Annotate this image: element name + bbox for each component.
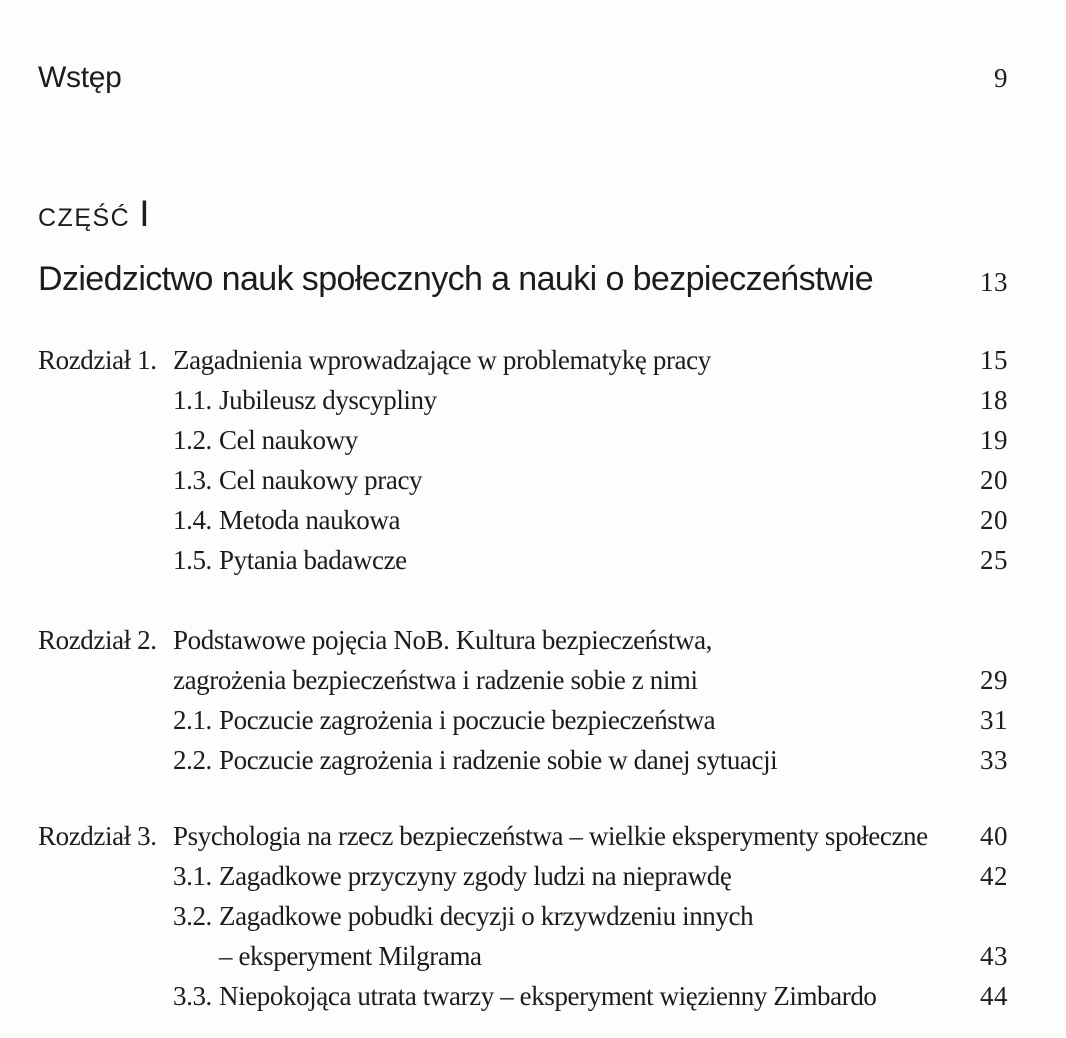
toc-entry-section-2-2 (173, 740, 1008, 780)
toc-entry-chapter-3 (38, 816, 1008, 856)
section-number: 3.3. (173, 981, 212, 1011)
toc-entry-section-3-3 (173, 976, 1008, 1016)
page-number: 20 (980, 465, 1008, 495)
toc-entry-chapter-1 (38, 340, 1008, 380)
page-number: 15 (980, 345, 1008, 375)
section-title: Cel naukowy pracy (219, 465, 423, 495)
toc-entry-part (38, 256, 1008, 302)
chapter-label: Rozdział 1. (38, 345, 157, 375)
section-number: 1.5. (173, 545, 212, 575)
chapter-title-line: Zagadnienia wprowadzające w problematykę pracy (173, 345, 711, 375)
chapter-title (38, 620, 968, 700)
section-title: Zagadkowe przyczyny zgody ludzi na nieprawdę (219, 861, 732, 891)
chapter-title-line: Podstawowe pojęcia NoB. Kultura bezpieczeństwa, (173, 625, 713, 655)
page-number: 43 (980, 941, 1008, 971)
toc-entry-section-3-2 (173, 896, 1008, 976)
toc-entry-section-1-3 (173, 460, 1008, 500)
section-number: 1.1. (173, 385, 212, 415)
section-number: 2.1. (173, 705, 212, 735)
toc-entry-chapter-2 (38, 620, 1008, 700)
section-number: 3.1. (173, 861, 212, 891)
page-number: 44 (980, 981, 1008, 1011)
page-number: 42 (980, 861, 1008, 891)
chapter-sections (173, 700, 1008, 780)
section-title: Zagadkowe pobudki decyzji o krzywdzeniu innych (219, 901, 754, 931)
toc-entry-section-1-4 (173, 500, 1008, 540)
chapter-block (38, 620, 1008, 780)
part-kicker-numeral: I (139, 193, 150, 234)
page-number: 13 (980, 267, 1008, 297)
section-number: 3.2. (173, 901, 212, 931)
part-kicker (38, 194, 1008, 242)
chapter-sections (173, 856, 1008, 1016)
chapter-sections (173, 380, 1008, 580)
page-number: 9 (994, 63, 1008, 93)
chapter-label: Rozdział 2. (38, 625, 157, 655)
section-title: Metoda naukowa (219, 505, 401, 535)
page-number: 18 (980, 385, 1008, 415)
page-number: 40 (980, 821, 1008, 851)
section-title: Cel naukowy (219, 425, 358, 455)
toc-entry-section-3-1 (173, 856, 1008, 896)
page-number: 33 (980, 745, 1008, 775)
part-title: Dziedzictwo nauk społecznych a nauki o bezpieczeństwie (38, 260, 874, 298)
toc-entry-section-1-2 (173, 420, 1008, 460)
chapter-block (38, 816, 1008, 1016)
page-number: 31 (980, 705, 1008, 735)
section-title: Poczucie zagrożenia i poczucie bezpieczeństwa (219, 705, 716, 735)
section-number: 1.2. (173, 425, 212, 455)
section-title: Pytania badawcze (219, 545, 407, 575)
section-title: Niepokojąca utrata twarzy – eksperyment więzienny Zimbardo (219, 981, 877, 1011)
chapter-label: Rozdział 3. (38, 821, 157, 851)
toc-entry-section-1-1 (173, 380, 1008, 420)
page-number: 29 (980, 665, 1008, 695)
chapter-title (38, 816, 968, 856)
part-kicker-caps: CZĘŚĆ (38, 204, 131, 232)
page-number: 20 (980, 505, 1008, 535)
toc-entry-section-2-1 (173, 700, 1008, 740)
toc-entry-wstep (38, 58, 1008, 98)
chapter-title-line: zagrożenia bezpieczeństwa i radzenie sobie z nimi (173, 665, 698, 695)
toc-entry-section-1-5 (173, 540, 1008, 580)
front-matter-label: Wstęp (38, 61, 122, 94)
section-number: 1.4. (173, 505, 212, 535)
chapter-title (38, 340, 968, 380)
section-title-continuation: – eksperyment Milgrama (219, 941, 482, 971)
chapter-block (38, 340, 1008, 580)
chapter-title-line: Psychologia na rzecz bezpieczeństwa – wielkie eksperymenty społeczne (173, 821, 928, 851)
section-title: Jubileusz dyscypliny (219, 385, 437, 415)
section-number: 1.3. (173, 465, 212, 495)
page-number: 19 (980, 425, 1008, 455)
section-number: 2.2. (173, 745, 212, 775)
section-title: Poczucie zagrożenia i radzenie sobie w danej sytuacji (219, 745, 778, 775)
page-number: 25 (980, 545, 1008, 575)
